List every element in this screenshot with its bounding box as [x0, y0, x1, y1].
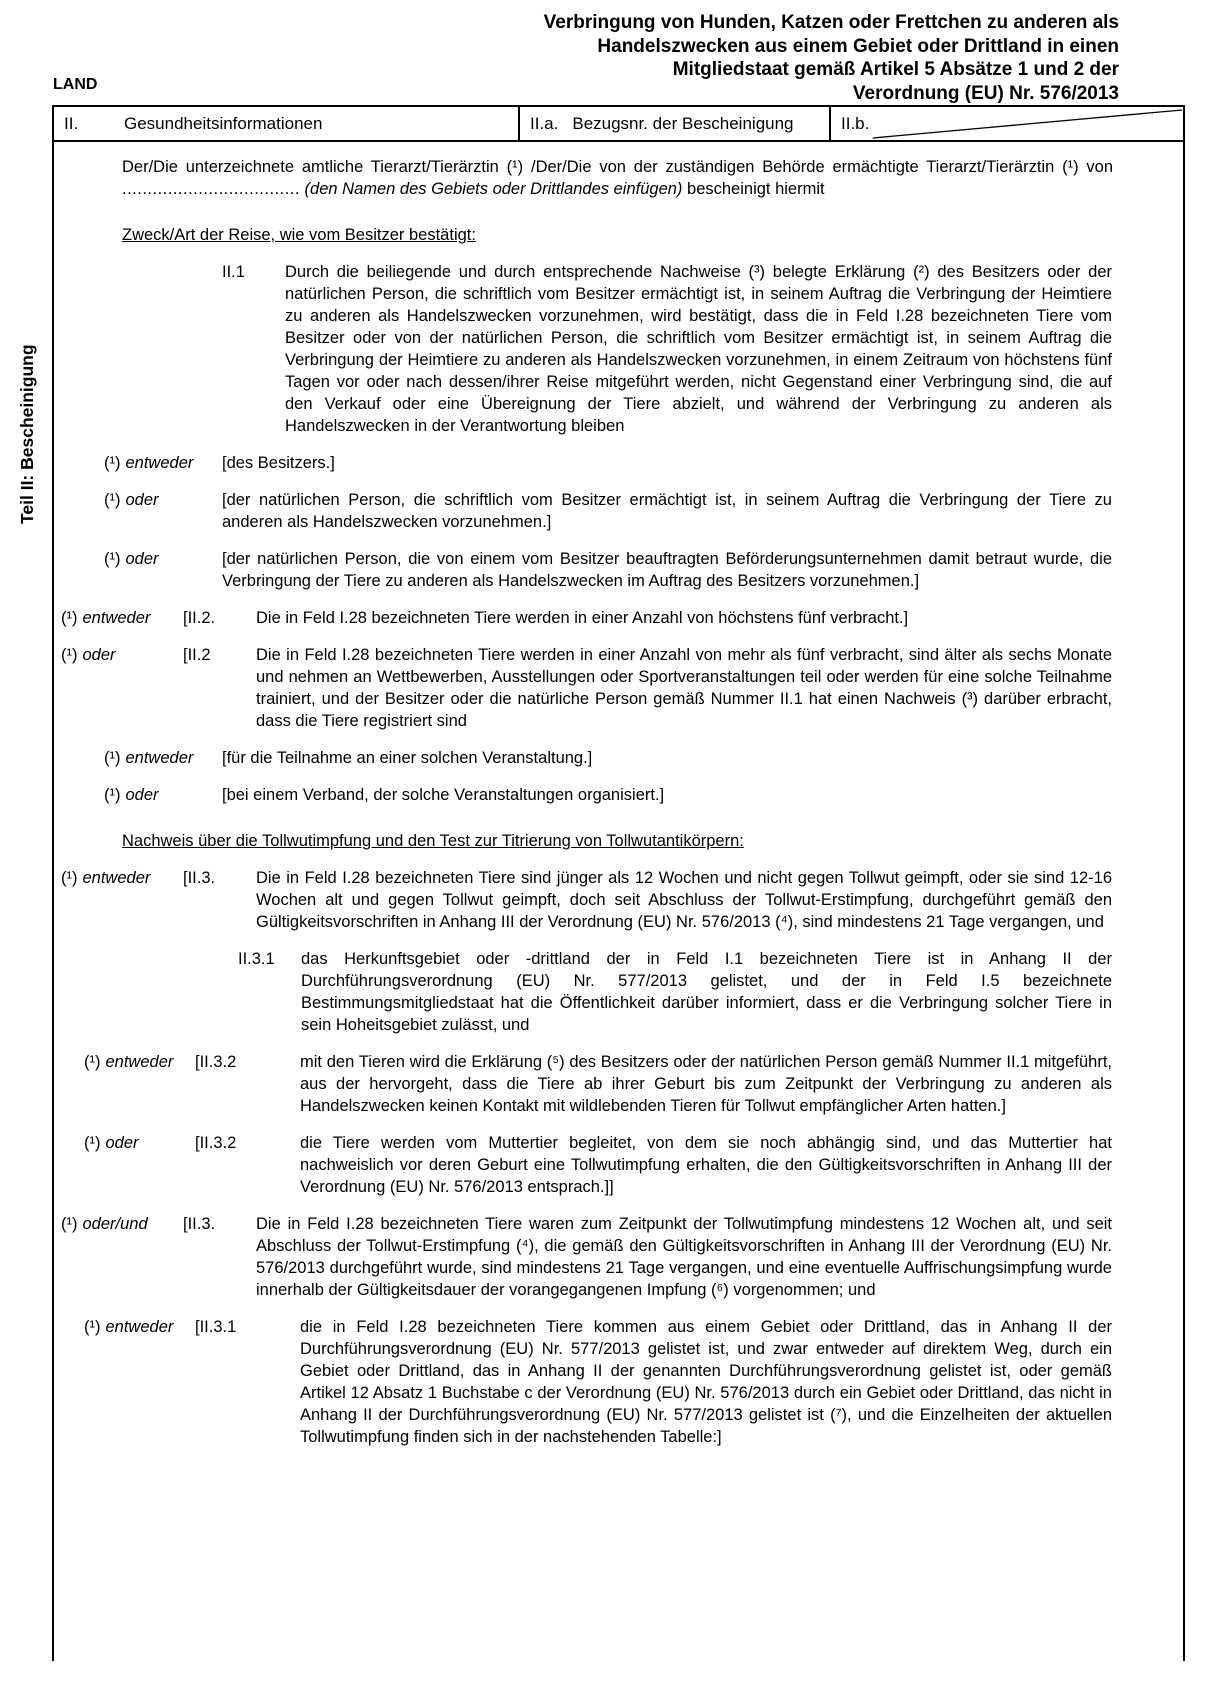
option-marker: (¹) oder — [104, 786, 159, 804]
row-option-owner — [104, 452, 1112, 474]
rabies-heading: Nachweis über die Tollwutimpfung und den Test zur Titrierung von Tollwutantikörpern: — [122, 832, 744, 850]
title-line-4: Verordnung (EU) Nr. 576/2013 — [852, 82, 1119, 104]
row-text: das Herkunftsgebiet oder -drittland der in Feld I.1 bezeichneten Tiere ist in Anhang II der Durchführungsverordnung (EU) Nr. 577/2013 gelistet, und der in Feld I.5 bezeichnete Bestimmungsmitgliedstaat hat die Öffentlichkeit darüber informiert, dass er die Verbringung solcher Tiere in sein Hoheitsgebiet zulässt, und — [301, 950, 1112, 1034]
option-text: [bei einem Verband, der solche Veranstaltungen organisiert.] — [222, 786, 665, 804]
ref-number: II.a. — [530, 113, 559, 133]
row-ii1-text: Durch die beiliegende und durch entsprechende Nachweise (³) belegte Erklärung (²) des Besitzers oder der natürlichen Person, die schriftlich vom Besitzer ermächtigt ist, in seinem Auftrag die Verbringung der Heimtiere zu anderen als Handelszwecken vorzunehmen, wird bestätigt, dass die in Feld I.28 bezeichneten Tiere vom Besitzer oder von der natürlichen Person, die schriftlich vom Besitzer ermächtigt ist, in seinem Auftrag die Verbringung der Heimtiere zu anderen als Handelszwecken vorzunehmen, in einem Zeitraum von höchstens fünf Tagen vor oder nach dessen/ihrer Reise mitgeführt werden, nicht Gegenstand einer Verbringung sind, die auf den Verkauf oder eine Übereignung der Tiere abzielt, und während der Verbringung zu anderen als Handelszwecken in der Verantwortung bleiben — [285, 263, 1112, 435]
row-number: [II.3.2 — [195, 1053, 237, 1071]
row-ii32-mother-animal — [84, 1132, 1112, 1198]
purpose-heading: Zweck/Art der Reise, wie vom Besitzer bestätigt: — [122, 226, 476, 244]
intro-text-after: bescheinigt hiermit — [687, 180, 825, 198]
row-ii1 — [222, 261, 1112, 437]
land-label: LAND — [53, 76, 98, 93]
certificate-table — [52, 105, 1185, 1661]
option-text: [der natürlichen Person, die schriftlich vom Besitzer ermächtigt ist, in seinem Auftrag die Verbringung der Tiere zu anderen als Handelszwecken vorzunehmen.] — [222, 491, 1112, 531]
document-title — [499, 11, 1119, 105]
option-text: Die in Feld I.28 bezeichneten Tiere sind jünger als 12 Wochen und nicht gegen Tollwut geimpft, oder sie sind 12-16 Wochen alt und gegen Tollwut geimpft, doch seit Abschluss der Tollwut-Erstimpfung, durchgeführt gemäß den Gültigkeitsvorschriften in Anhang III der Verordnung (EU) Nr. 576/2013 (⁴), sind mindestens 21 Tage vergangen, und — [256, 869, 1112, 931]
intro-text-before: Der/Die unterzeichnete amtliche Tierarzt/Tierärztin (¹) /Der/Die von der zuständigen Behörde ermächtigte Tierarzt/Tierärztin (¹) von — [122, 158, 1113, 176]
title-line-2: Handelszwecken aus einem Gebiet oder Drittland in einen — [597, 35, 1119, 57]
row-ii2-more-than-five — [61, 644, 1112, 732]
option-text: Die in Feld I.28 bezeichneten Tiere werden in einer Anzahl von höchstens fünf verbracht.] — [256, 609, 909, 627]
option-marker: (¹) oder — [104, 550, 159, 568]
row-option-event-participation — [104, 747, 1112, 769]
option-marker: (¹) oder — [61, 646, 116, 664]
option-text: [des Besitzers.] — [222, 454, 335, 472]
iib-label: II.b. — [841, 113, 870, 133]
intro-italic-note: (den Namen des Gebiets oder Drittlandes einfügen) — [304, 180, 683, 198]
row-ii32-declaration — [84, 1051, 1112, 1117]
row-number: II.3.1 — [238, 950, 275, 968]
part-ii-sidebar-label: Teil II: Bescheinigung — [17, 344, 37, 524]
row-option-authorized-person — [104, 489, 1112, 533]
fill-in-dotted-line: ................................... — [122, 180, 300, 198]
header-cell-iib — [831, 107, 1183, 140]
ref-label: Bezugsnr. der Bescheinigung — [572, 113, 794, 133]
option-marker: (¹) entweder — [84, 1053, 174, 1071]
table-body — [52, 142, 1185, 1661]
option-marker: (¹) oder — [84, 1134, 139, 1152]
title-line-3: Mitgliedstaat gemäß Artikel 5 Absätze 1 und 2 der — [672, 59, 1119, 80]
option-text: [der natürlichen Person, die von einem vom Besitzer beauftragten Beförderungsunternehmen damit betraut wurde, die Verbringung der Tiere zu anderen als Handelszwecken im Auftrag des Besitzers vorzunehmen.] — [222, 550, 1112, 590]
option-text: die in Feld I.28 bezeichneten Tiere kommen aus einem Gebiet oder Drittland, das in Anhang II der Durchführungsverordnung (EU) Nr. 577/2013 gelistet ist, und zwar entweder auf direktem Weg, durch ein Gebiet oder Drittland, das in Anhang II der genannten Durchführungsverordnung gelistet ist, oder gemäß Artikel 12 Absatz 1 Buchstabe c der Verordnung (EU) Nr. 576/2013 durch ein Gebiet oder Drittland, das nicht in Anhang II der Durchführungsverordnung (EU) Nr. 577/2013 gelistet ist (⁷), und die Einzelheiten der aktuellen Tollwutimpfung finden sich in der nachstehenden Tabelle:] — [300, 1318, 1112, 1446]
header-cell-health-info — [54, 107, 520, 140]
row-number: [II.3.2 — [195, 1134, 237, 1152]
option-marker: (¹) entweder — [104, 749, 194, 767]
title-line-1: Verbringung von Hunden, Katzen oder Frettchen zu anderen als — [543, 12, 1119, 33]
row-number: [II.3. — [183, 869, 216, 887]
row-option-association — [104, 784, 1112, 806]
option-text: Die in Feld I.28 bezeichneten Tiere waren zum Zeitpunkt der Tollwutimpfung mindestens 12 Wochen alt, und seit Abschluss der Tollwut-Erstimpfung (⁴), die gemäß den Gültigkeitsvorschriften in Anhang III der Verordnung (EU) Nr. 576/2013 durchgeführt wurde, sind mindestens 21 Tage vergangen, und eine eventuelle Auffrischungsimpfung wurde innerhalb der Gültigkeitsdauer der vorangegangenen Impfung (⁶) vorgenommen; und — [256, 1215, 1112, 1299]
table-header-row — [52, 105, 1185, 142]
row-ii31-origin-listed — [238, 948, 1112, 1036]
option-text: die Tiere werden vom Muttertier begleitet, von dem sie noch abhängig sind, und das Muttertier hat nachweislich vor deren Geburt eine Tollwutimpfung erhalten, die den Gültigkeitsvorschriften in Anhang III der Verordnung (EU) Nr. 576/2013 entsprach.]] — [300, 1134, 1112, 1196]
option-text: [für die Teilnahme an einer solchen Veranstaltung.] — [222, 749, 593, 767]
option-marker: (¹) entweder — [84, 1318, 174, 1336]
row-number: [II.3. — [183, 1215, 216, 1233]
row-ii3-vaccinated — [61, 1213, 1112, 1301]
option-marker: (¹) entweder — [61, 609, 151, 627]
row-number: [II.3.1 — [195, 1318, 237, 1336]
option-marker: (¹) oder/und — [61, 1215, 148, 1233]
option-text: Die in Feld I.28 bezeichneten Tiere werden in einer Anzahl von mehr als fünf verbracht, sind älter als sechs Monate und nehmen an Wettbewerben, Ausstellungen oder Sportveranstaltungen teil oder werden für eine solche Teilnahme trainiert, und der Besitzer oder die natürliche Person gemäß Nummer II.1 hat einen Nachweis (³) darüber erbracht, dass die Tiere registriert sind — [256, 646, 1112, 730]
header-cell-reference-number — [520, 107, 831, 140]
row-number: [II.2 — [183, 646, 211, 664]
row-number: [II.2. — [183, 609, 216, 627]
row-ii2-max-five — [61, 607, 1112, 629]
diagonal-strike-line — [831, 107, 1183, 140]
row-ii3-young-animals — [61, 867, 1112, 933]
option-text: mit den Tieren wird die Erklärung (⁵) des Besitzers oder der natürlichen Person gemäß Nummer II.1 mitgeführt, aus der hervorgeht, dass die Tiere ab ihrer Geburt bis zum Zeitpunkt der Verbringung zu anderen als Handelszwecken keinen Kontakt mit wildlebenden Tieren für Tollwut empfänglicher Arten hatten.] — [300, 1053, 1112, 1115]
row-ii31-origin-route — [84, 1316, 1112, 1448]
section-number: II. — [64, 113, 79, 133]
option-marker: (¹) oder — [104, 491, 159, 509]
intro-paragraph — [122, 156, 1113, 200]
option-marker: (¹) entweder — [104, 454, 194, 472]
section-label: Gesundheitsinformationen — [124, 113, 323, 133]
row-option-carrier-person — [104, 548, 1112, 592]
row-ii1-number: II.1 — [222, 263, 245, 281]
option-marker: (¹) entweder — [61, 869, 151, 887]
